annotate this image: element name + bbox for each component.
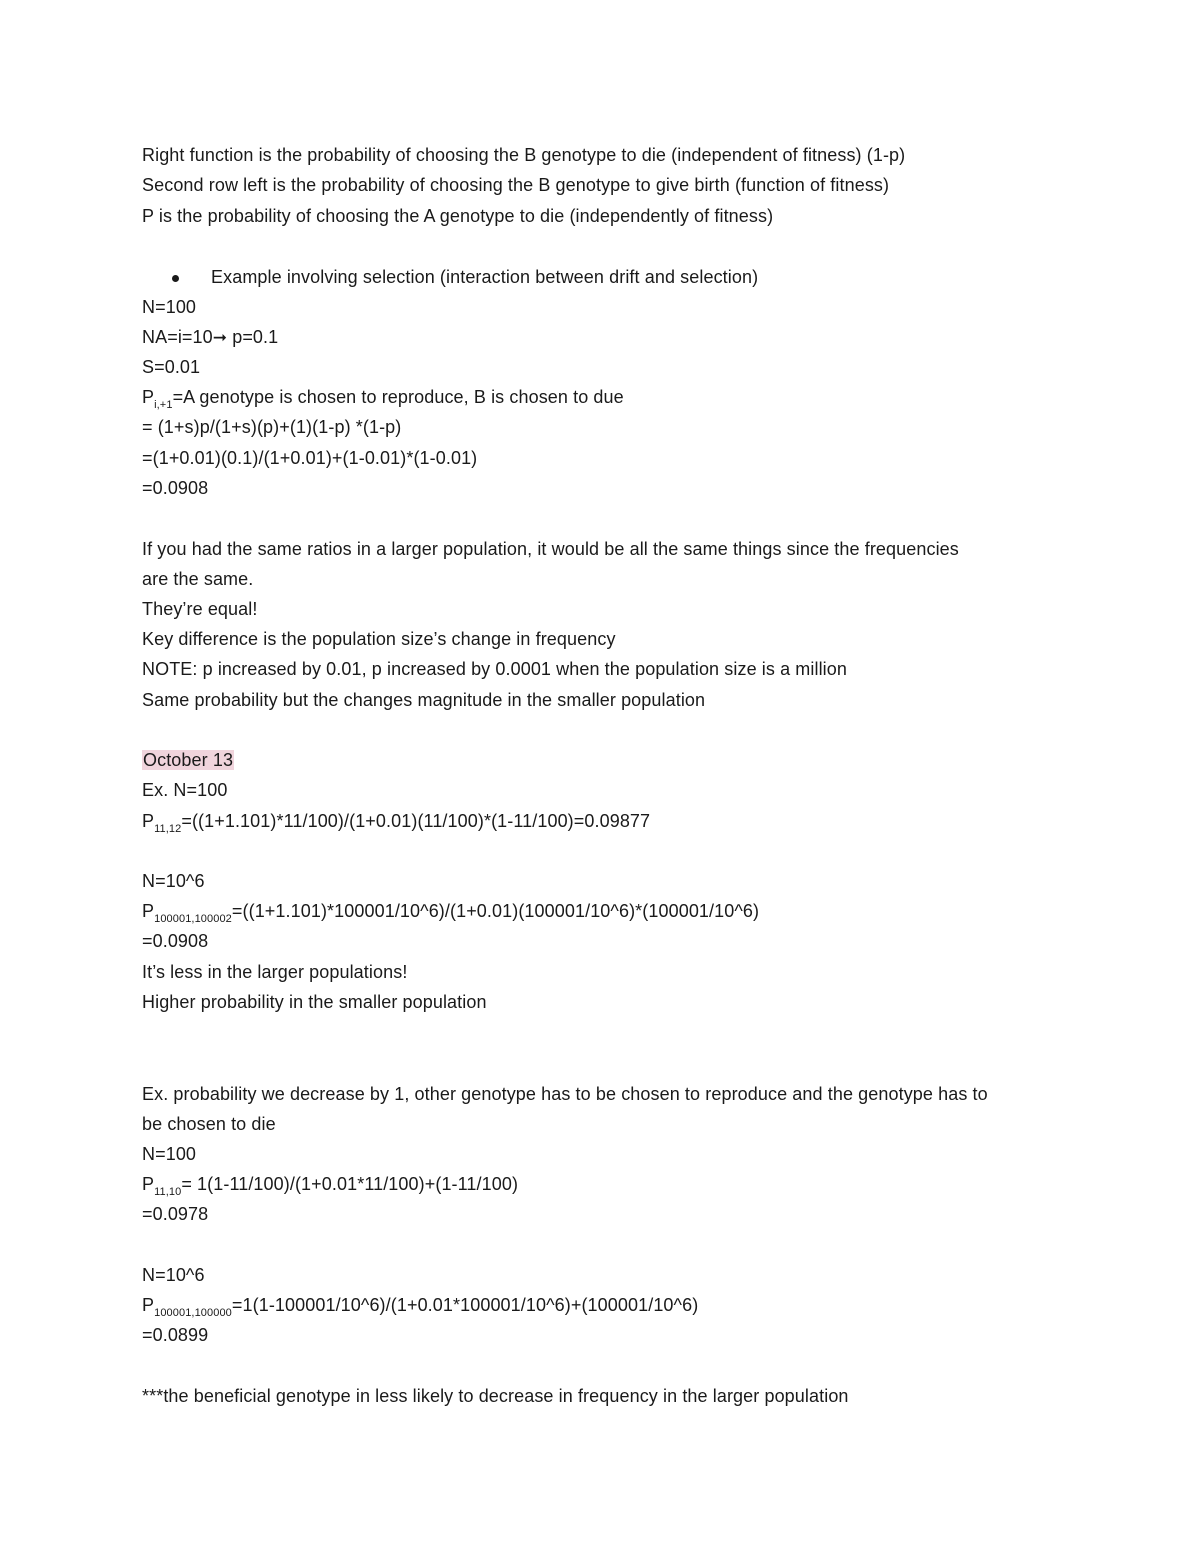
text-line: S=0.01 <box>142 357 201 377</box>
highlighted-date: October 13 <box>143 750 234 770</box>
formula-line <box>142 809 650 833</box>
text-segment: =((1+1.101)*11/100)/(1+0.01)(11/100)*(1-11/100)=0.09877 <box>181 811 651 831</box>
formula-symbol: P <box>142 811 155 831</box>
formula-line: =0.0978 <box>142 1204 209 1224</box>
formula-line: =0.0908 <box>142 478 209 498</box>
formula-subscript: 100001,100002 <box>154 913 232 925</box>
text-line: Second row left is the probability of choosing the B genotype to give birth (function of fitness) <box>142 175 890 195</box>
formula-symbol: P <box>142 1174 155 1194</box>
formula-subscript: i,+1 <box>154 399 173 411</box>
text-line: They’re equal! <box>142 599 258 619</box>
formula-subscript: 11,10 <box>154 1186 182 1198</box>
text-segment: =A genotype is chosen to reproduce, B is chosen to due <box>172 387 624 407</box>
formula-subscript: 11,12 <box>154 823 182 835</box>
formula-line <box>142 385 624 409</box>
text-segment: =1(1-100001/10^6)/(1+0.01*100001/10^6)+(100001/10^6) <box>231 1295 699 1315</box>
text-segment: NA=i=10 <box>142 327 213 347</box>
text-line: N=100 <box>142 297 197 317</box>
text-line: are the same. <box>142 569 254 589</box>
formula-symbol: P <box>142 387 155 407</box>
text-segment: p=0.1 <box>227 327 279 347</box>
text-line: be chosen to die <box>142 1114 276 1134</box>
text-line: P is the probability of choosing the A genotype to die (independently of fitness) <box>142 206 774 226</box>
text-line: N=10^6 <box>142 1265 205 1285</box>
text-line: N=10^6 <box>142 871 205 891</box>
formula-line: =0.0908 <box>142 931 209 951</box>
formula-line: =(1+0.01)(0.1)/(1+0.01)+(1-0.01)*(1-0.01) <box>142 448 478 468</box>
text-line: Same probability but the changes magnitude in the smaller population <box>142 690 706 710</box>
text-line: ***the beneficial genotype in less likely to decrease in frequency in the larger population <box>142 1386 849 1406</box>
text-line: NOTE: p increased by 0.01, p increased by 0.0001 when the population size is a million <box>142 659 848 679</box>
bullet-icon <box>172 275 179 282</box>
text-line: Ex. N=100 <box>142 780 228 800</box>
text-segment: =((1+1.101)*100001/10^6)/(1+0.01)(100001/10^6)*(100001/10^6) <box>231 901 760 921</box>
text-line: If you had the same ratios in a larger population, it would be all the same things since the frequencies <box>142 539 959 559</box>
formula-line <box>142 1172 518 1196</box>
formula-subscript: 100001,100000 <box>154 1307 232 1319</box>
formula-line: =0.0899 <box>142 1325 209 1345</box>
formula-line <box>142 899 759 923</box>
right-arrow-icon: ➞ <box>212 328 228 348</box>
date-heading <box>142 748 234 772</box>
text-line: Higher probability in the smaller population <box>142 992 487 1012</box>
formula-line: = (1+s)p/(1+s)(p)+(1)(1-p) *(1-p) <box>142 417 402 437</box>
text-line: Right function is the probability of choosing the B genotype to die (independent of fitness) (1-p) <box>142 145 906 165</box>
formula-line <box>142 1293 698 1317</box>
text-line: Ex. probability we decrease by 1, other genotype has to be chosen to reproduce and the genotype has to <box>142 1084 988 1104</box>
bullet-item: Example involving selection (interaction between drift and selection) <box>211 267 759 287</box>
text-line: It’s less in the larger populations! <box>142 962 408 982</box>
text-segment: = 1(1-11/100)/(1+0.01*11/100)+(1-11/100) <box>181 1174 519 1194</box>
formula-symbol: P <box>142 1295 155 1315</box>
text-line: Key difference is the population size’s change in frequency <box>142 629 616 649</box>
text-line <box>142 325 278 350</box>
formula-symbol: P <box>142 901 155 921</box>
text-line: N=100 <box>142 1144 197 1164</box>
